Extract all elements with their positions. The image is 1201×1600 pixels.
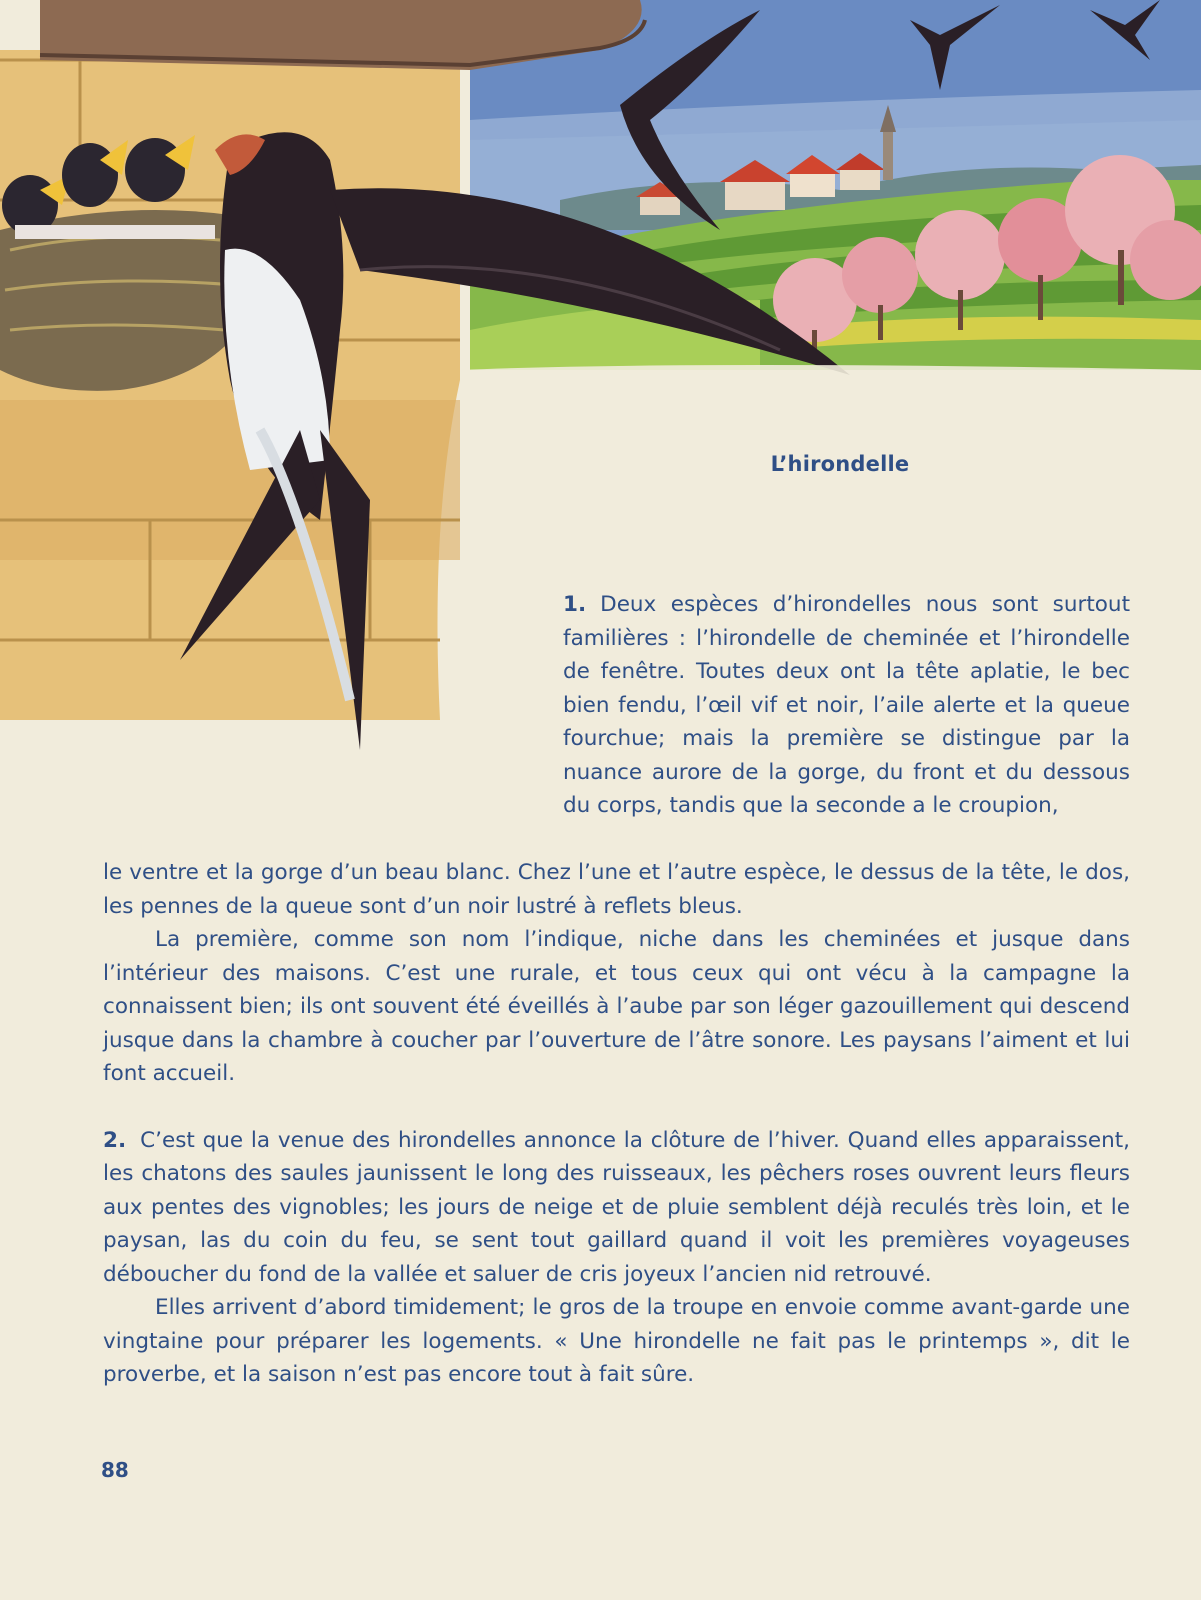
paragraph-2: [103, 1124, 1130, 1292]
main-text-block: [103, 856, 1130, 1392]
paragraph-1-second: La première, comme son nom l’indique, niche dans les cheminées et jusque dans l’intérieur des maisons. C’est une rurale, et tous ceux qui ont vécu à la campagne la connaissent bien; ils ont souvent été éveillés à l’aube par son léger gazouillement qui descend jusque dans la chambre à coucher par l’ouverture de l’âtre sonore. Les paysans l’aiment et lui font accueil.: [103, 927, 1130, 1086]
paragraph-1-intro-text: Deux espèces d’hirondelles nous sont surtout familières : l’hirondelle de cheminée et l’hirondelle de fenêtre. Toutes deux ont la tête aplatie, le bec bien fendu, l’œil vif et noir, l’aile alerte et la queue fourchue; mais la première se distingue par la nuance aurore de la gorge, du front et du dessous du corps, tandis que la seconde a le croupion,: [563, 592, 1130, 818]
paragraph-1-intro: [563, 588, 1130, 823]
paragraph-1-number: 1.: [563, 592, 587, 617]
article-title: L’hirondelle: [770, 452, 910, 476]
paragraph-1-continuation: le ventre et la gorge d’un beau blanc. Chez l’une et l’autre espèce, le dessus de la tête, le dos, les pennes de la queue sont d’un noir lustré à reflets bleus.: [103, 860, 1130, 919]
paragraph-2-second: Elles arrivent d’abord timidement; le gros de la troupe en envoie comme avant-garde une vingtaine pour préparer les logements. « Une hirondelle ne fait pas le printemps », dit le proverbe, et la saison n’est pas encore tout à fait sûre.: [103, 1295, 1130, 1387]
paragraph-2-number: 2.: [103, 1127, 127, 1153]
paragraph-2-text: C’est que la venue des hirondelles annonce la clôture de l’hiver. Quand elles apparaissent, les chatons des saules jaunissent le long des ruisseaux, les pêchers roses ouvrent leurs fleurs aux pentes des vignobles; les jours de neige et de pluie semblent déjà reculés très loin, et le paysan, las du coin du feu, se sent tout gaillard quand il voit les premières voyageuses déboucher du fond de la vallée et saluer de cris joyeux l’ancien nid retrouvé.: [103, 1127, 1130, 1287]
paragraph-1-intro-block: [563, 588, 1130, 823]
page-number: 88: [101, 1458, 129, 1482]
